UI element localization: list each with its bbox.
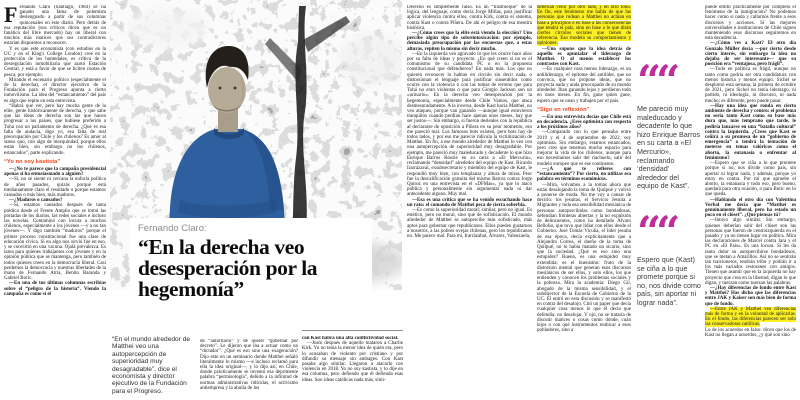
body-paragraph: —Uno supone que la idea detrás de aquello es apuntalar el liderazgo de Matthei. O al menos establecer los contrastes con Kast. [537, 46, 631, 68]
body-paragraph: —En la izquierda veo agravado lo que les ocurre hace años por su falta de ideas y proyecto. ¿En qué creen si no es el comunismo de su candidata PC o en la propuesta constitucional que defendieron? En nada más. Los que no quieren reconocer lo hablan en círculo sin decir nada, o distorsionan el lenguaje para justificar sinsentidos como ocurre con la violencia o con las tomas de terreno que para Tohá no eran violentas o que para Giorgio Jackson son un «urinario». En la derecha veo desesperación por la hegemonía, especialmente desde Chile Vamos, que ataca desmesuradamente. A la inversa, desde Kast hacia Matthei, no veo ataques, porque van ganando —aunque igual estuvieron tranquilos cuando perdían hace apenas unos meses, hay que ser justos—. Sin embargo, si fueron desleales con la república al declararse de oposición a Piñera en su peor momento, eso me pareció mal. Los famosos bots existen, pero bots hay de todos lados, y por eso me pareció ridícula la victimización de Matthei. En fin, a ese mundo alrededor de Matthei lo veo con una autopercepción de superioridad muy desagradable. Por ejemplo, me pareció muy maleducado y decadente lo que hizo Enrique Barros Bourie en su carta a «El Mercurio», reclamando “densidad” alrededor del equipo de Kast. Ricardo Irarrázaval, exsubsecretario y miembro del equipo de Kast, le respondió muy bien, con templanza y altura de miras. Peor fue la descalificación gratuita del mismo Barros contra Jorge Quiroz en una entrevista en el «DFMas», ya que lo atacó pública y personalmente sin argumentar nada ni dar antecedente alguno. Muy mal. [407, 51, 532, 198]
section-subhead: “Sigo en reflexión” [537, 106, 590, 113]
article-column-7 [705, 5, 796, 397]
body-paragraph: Fernando Claro (Santiago, 1984) se ha ganado una fama de polemista deslenguado a partir de sus columnas quincenales en este diario. Pero detrás de esa reputación (sus críticos dicen que es un fanático del libre mercado) hay un liberal con muchos más matices que sus contradictores estarían dispuestos a reconocer. [4, 5, 106, 47]
body-paragraph: —¿Cómo ves a Kast? El otro día Gonzalo Müller decía —por cierto desde cierto interés, sin embargo la idea no dejaba de ser interesante— que su posición era “ventajosa, pero frágil”. [705, 41, 796, 68]
body-paragraph: —Hay una idea que ronda en cierto ambiente de derecha y centro: el problema no sería tanto Kast como su base más dura que, más temprano que tarde, le pediría lanzarse en una “batalla cultural” contra la izquierda. ¿Crees que Kast se ceñirá a su promesa de un “gobierno de emergencia” o tendrá la tentación de meterse en temas valóricos como el aborto, la eutanasia o enfrentar al feminismo? [705, 103, 796, 161]
body-paragraph [537, 5, 631, 47]
body-paragraph [705, 307, 796, 328]
body-paragraph: —Esa es una crítica que se ha venido escuchando hace un rato: el comando de Matthei peca de cierta soberbia. [407, 197, 532, 208]
body-paragraph: —¿Maduros o cansados? [9, 198, 63, 204]
pull-quote-text: Me pareció muy maleducado y decadente lo que hizo Enrique Barros en su carta a «El Mercurio», reclamando ‘densidad’ alrededor del equipo de Kast”. [637, 104, 701, 191]
body-paragraph: puede omitir prácticamente por completo el fenómeno de la inmigración? No podemos hacer como si nada y callarnos frente a esos discursos y acciones. Si las mejores universidades e instituciones de Chile siguen manteniendo esos discursos seguiremos en esta decadencia. [705, 5, 796, 42]
body-paragraph: —Sí, estamos cansados después de tanta prédica desde el Frente Amplio que se tomó las portadas de los diarios, las redes sociales e incluso las novelas. Contaminó con locura a muchos chilenos, especialmente a los jóvenes —y a no tan jóvenes—. Y digo también “maduros” porque el primer proceso constitucional fue una clase de educación cívica. Si en algo nos sirvió fue en eso, y se convirtió en una vacuna. Ojalá prevalezca. Es tarea para quienes trabajamos con jóvenes y en la opinión pública que se mantenga, pero también de todos quienes creen en la democracia liberal. Casi perdemos la democracia y nuestras libertades de la mano de Fernando Atria, Benito Baranda y Gabriel Boric. [4, 203, 106, 282]
body-paragraph: —¿No te parece que la campaña presidencial apenas si ha entusiasmado a alguien? [4, 166, 106, 178]
drop-cap: F [4, 5, 18, 27]
pull-quote-column [637, 56, 701, 308]
body-paragraph: con Kast habrá una alta conflictividad social. [302, 336, 399, 341]
body-paragraph: —Justo después de aquello mataron a Charlie Kirk. Yo no tenía la menor idea de quién era, pero lo acusaban de violento por cristiano y por difundir su mensaje sin ambages. Con Kast pasaba algo similar. Llegaron a atacarlo con violencia en 2018. Yo no soy kastista, y lo dije en esa columna, pero defiendo que él defienda esas ideas. Son ideas católicas nada más, simi- [302, 341, 403, 383]
body-paragraph: —Es cualquier cosa menos liderazgo, es un antiliderazgo, el epítome del antilíder, que no convoca, que no propone ideas, que no proyecta nada y anda preocupado de su mundo alrededor. Iban ganando lejos y perdieron todo en unos meses. En fin, gane quien gane, espero que se unan y trabajen por el país. [537, 67, 631, 104]
body-paragraph: de “autoritario” y de querer “gobernar por decreto”. Le dijeron que iba a actuar como un “dictador”. ¿Qué es eso sino una exageración? Dijo esto en un seminario donde Matthei señaló literalmente lo mismo —e incluso reclamó para ella la idea original—, y lo dijo así, en Chile, donde prácticamente se inventó esa deprimente palabra “permisología”, debido a la infinitud de normas administrativas ridículas, el activismo antiempresa y la abulia de los [200, 339, 298, 391]
highlighted-text: —Entre JAK y Matthei veo diferencias más de forma y en la voluntad de aplicarlas. En el fondo, las diferencias parecen ser solo las conservadoras católicas. [705, 306, 796, 328]
body-paragraph: —Es como la superioridad moral; similar, pero no igual. Es estético, pero no moral, sino que de sofisticación. El mundo alrededor de Matthei se autopercibe más sofisticado, más aptos para gobernar que republicanos. Ellos pueden gustarnos a nosotros, a las pobres ovejas chilenas, pero los republicanos no. Me parece mal. Para mí, Irarrázabal, Álvarez, Valenzuela, [407, 207, 532, 239]
body-paragraph: Mirando el escenario político (especialmente el de la derecha), el director ejecutivo de la Fundación para el Progreso apunta a cierto inmovilismo. La idea del “estancamiento” del país es algo que repite en esta entrevista. [4, 77, 106, 104]
body-paragraph: —Sí, no se siente ni cercana la euforia política de años pasados, quizás porque está medianamente claro el resultado o porque estamos cansados o más bien, más maduros. [4, 177, 106, 198]
column-rule [302, 330, 403, 331]
body-paragraph: Y es que este economista (con estudios en la UC y en el King's College London) cree en la protección de los humedales, es crítico de la desregulación inmobiliaria que azotó Estación Central, y está a favor de que se liciten cuotas de pesca, por ejemplo. [4, 46, 106, 78]
article-column-4 [302, 336, 403, 397]
kicker: Fernando Claro: [138, 223, 207, 234]
pull-quote-2 [637, 206, 701, 308]
highlighted-text: deberían venir por otro lado, y en otro tono. En fin, este fenómeno me habla de que las personas que rodean a Matthei no actúan en base a principios o en base a las consecuencias que tendrá el país, sino en base a lo que dirán ciertos círculos sociales que tienen de referencia. Eso modela su comportamiento y opiniones. [537, 5, 631, 47]
headline: “En la derecha veo desesperación por la hegemonía” [138, 235, 318, 301]
body-paragraph: —Todo en política es frágil, aunque no tanto como podría ser otra candidatura con menos historia y menos equipo. Sichel se desplomó esta semana, la primera de octubre de 2021, pero Sichel no tenía liderazgo, ni partido, ni ideología, ni discurso, ni nada mucho; es diferente, pero puede pasar. [705, 67, 796, 104]
body-paragraph: —¿Hay diferencias de fondo entre Kast y Matthei? Has dicho que las diferencias entre JAK y Kaiser son más bien de forma que de fondo. [705, 285, 796, 307]
photo-caption: “En el mundo alrededor de Matthei veo una autopercepción de superioridad muy desagradable”, dice el economista y director ejecutivo de la Fundación para el Progreso. [112, 336, 191, 395]
body-paragraph: —Comparado con lo que pensaba entre 2019 y el 4 de septiembre de 2022, soy optimista. Sin embargo, estamos estancados, pero creo que tenemos mucho espacio para mejorar la vida de los chilenos, aunque para eso necesitamos salir del riachuelo, salir del modelo europeo que es ese continente. [537, 130, 631, 167]
pull-quote-text: Espero que (Kast) se ciña a lo que promete porque si no, nos divide como país, sin aportar ni lograr nada”. [637, 254, 701, 307]
body-paragraph: —Intuyo algo similar. Sin embargo, quienes deberían salir del clóset son las personas que fueron de centroizquierda en el pasado y ya no tienen lugar en política. Mira las declaraciones de Marcel contra Jara y el PC en «El País». Es una locura. Si les da tanto dolor su autopercibirse bondadosos, que se metan a Amarillos. Así no se sentirán tan traicioneros, tendrán tribu y podrán ir a los más variados restoranes con amigos. Tienen que asumir que en la izquierda no hay proyecto que crea en la libertad, digan lo que digan, y tuerzan como tuerzan las palabras. [705, 218, 796, 286]
article-column-3 [200, 339, 298, 397]
quote-mark-icon: ““ [637, 56, 676, 105]
pull-quote-1 [637, 56, 701, 191]
body-paragraph: Derecho es simplemente falso. Es un “trastrueque” de la lógica, del lenguaje, como decía Jorge Millas, para justificar aplicar violencia contra ellos, contra Kirk, contra el sistema, contra Kast o contra Piñera. De ahí el peligro de esa mentira histórica. [407, 5, 532, 31]
body-paragraph: —En una entrevista decías que Chile está en decadencia. ¿Eres optimista con respecto a los próximos años? [537, 114, 631, 131]
body-paragraph: —En una de tus últimas columnas escribías sobre el “peligro de la histeria”. Viendo la campaña es como si el [4, 281, 106, 297]
section-subhead: “Yo no soy kastista” [4, 158, 61, 165]
body-paragraph: —Mira, volvamos a la tomas ahora que están desalojando la toma de Quilpué y volvió a ponerse de moda. No me voy a cansar de decirlo: los jesuitas, el Servicio Jesuita a Migrantes y toda esa sensibilidad mesiánica de personas autopercibidas como bondadosas, defendían fronteras abiertas y la no expulsión de delincuentes, como ha detallado Álvaro Bellolio, que tuvo que lidiar con ellos desde el Gobierno. José Tomás Vicuña, el líder jesuita de esa época, decía explícitamente que a Alejandro Correa, el dueño de la toma de Quilpué, no lo había matado un sicario, sino que la sociedad. ¿Qué es eso sino una estupidez? Bueno, es una estupidez muy extendida; es el buenismo: fruto de la distorsión mental que generan esos discursos mesiánicos de ser ellos, y solo ellos, los que entienden y conocen los problemas sociales y la pobreza. Mira la academia: Diego Gil, abogado de la misma sensibilidad, y el subdirector de la Escuela de Gobierno de la UC. Él entró en esta discusión y se manifestó en contra del desalojo. Citó un paper que decía cualquier cosa menos lo que él decía que defendía: no desalojar. Y ojo, no se trataría de discutir matices o cosas como dónde, cuán lejos o con qué instrumentos reubicar a esos pobladores, sino a [537, 182, 631, 334]
body-paragraph: “Habrá que ver, pero hay mucha gente de la elite, gente históricamente de derecha, y que sabe que las ideas de derecha son las que hacen progresar a los países, que hubiese preferido a Tohá con un parlamento de derecha. ¿Qué es esa falta de audacia, digo yo, esa falta de real preocupación por Chile y los chilenos? Es amor al status quo, con algo de mezquindad, porque ellos están bien, sin embargo no los chilenos, estancados”, parte explicando. [4, 103, 106, 156]
headline-block [130, 218, 372, 304]
article-column-6 [537, 5, 631, 397]
article-column-5 [407, 5, 532, 397]
body-paragraph: —¿Cómo crees que la elite está viendo la elección? Uno percibe algún tipo de sobreintoxicación: por ejemplo, demasiada preocupación por las encuestas que, a estas alturas, repiten lo mismo sin decir mucho. [407, 31, 532, 52]
body-paragraph: Lo de los acuerdos en falso: dicen que los de Kast no llegan a acuerdos, ¿y qué son sino [705, 327, 796, 338]
body-paragraph: —¿A qué te refieres con “estancamiento”? Por cierto, no utilizas esa palabra en términos económicos. [537, 166, 631, 183]
quote-mark-icon: ““ [637, 206, 676, 256]
article-column-1 [4, 5, 106, 397]
body-paragraph: —Hablando el otro día con Valentina Verbal me decía que “Matthei es genuinamente liberal, pero ha estado un poco en el clóset”. ¿Qué piensas tú? [705, 197, 796, 219]
body-paragraph: —Espero que se ciña a lo que promete porque si no, nos divide como país, sin aportar ni lograr nada, y además, porque yo estoy en contra. Por mí que apruebe el aborto, la eutanasia y todo eso, pero bueno, quedará para otra ocasión, o para Boric en lo que queda. [705, 161, 796, 198]
